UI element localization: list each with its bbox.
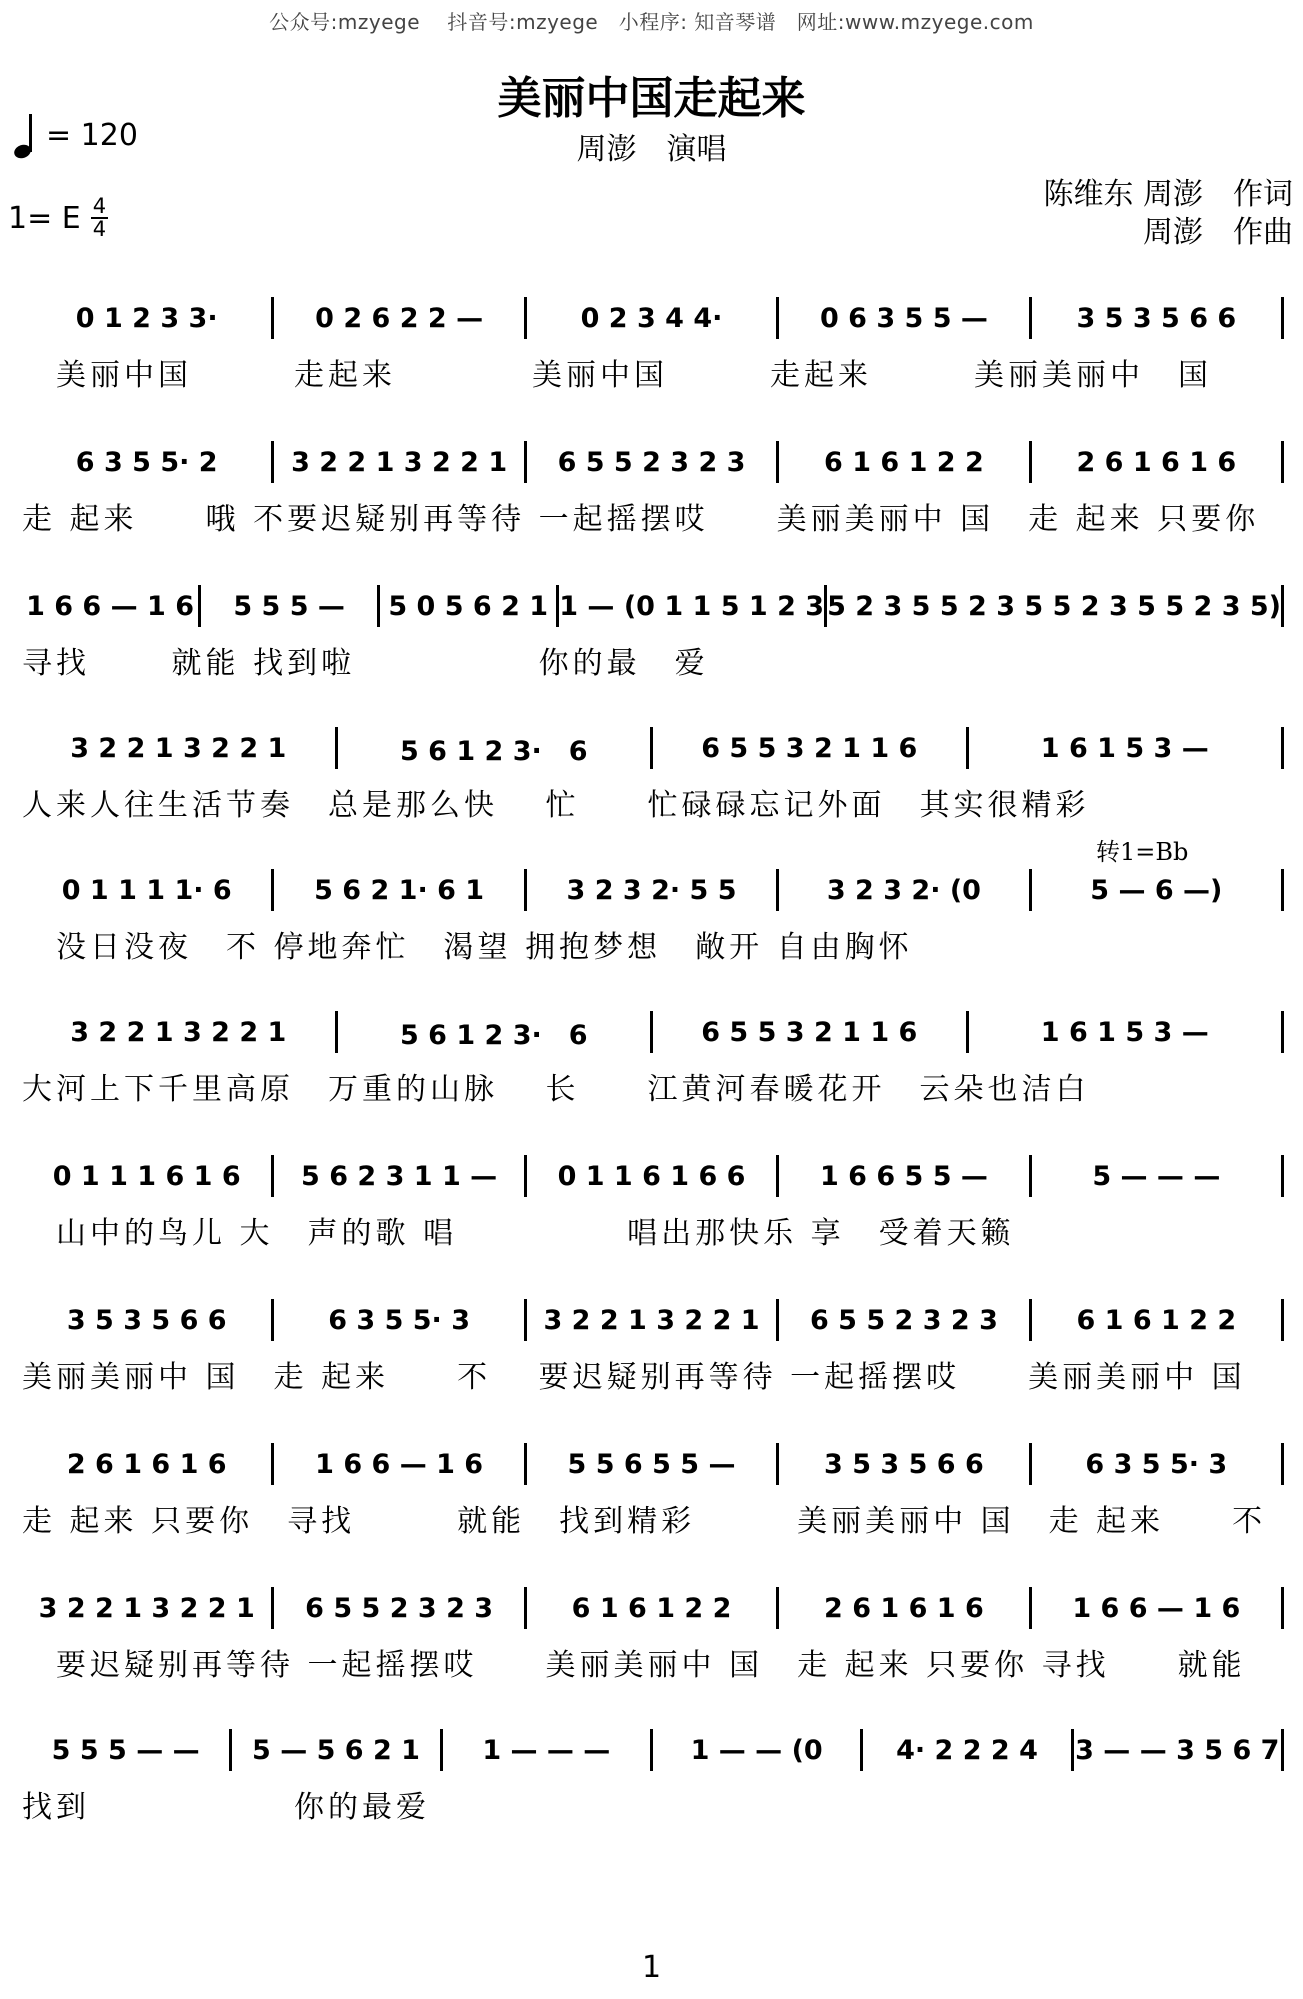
score-line bbox=[22, 1010, 1284, 1130]
bar-line bbox=[1281, 1729, 1284, 1771]
time-signature bbox=[91, 196, 108, 240]
lyrics-row: 大河上下千里高原 万重的山脉 长 江黄河春暖花开 云朵也洁白 bbox=[22, 1072, 1090, 1107]
measure: 6 5 5 2 3 2 3 bbox=[809, 1304, 998, 1336]
bar-line bbox=[1281, 585, 1284, 627]
bar-line bbox=[1281, 1443, 1284, 1485]
measure: 1 — — (0 bbox=[690, 1734, 823, 1766]
notation-row bbox=[22, 1586, 1284, 1630]
lyrics-row: 人来人往生活节奏 总是那么快 忙 忙碌碌忘记外面 其实很精彩 bbox=[22, 788, 1090, 823]
lyrics-row: 走 起来 哦 不要迟疑别再等待 一起摇摆哎 美丽美丽中 国 走 起来 只要你 bbox=[22, 502, 1260, 537]
time-sig-denominator: 4 bbox=[92, 217, 107, 241]
modulation-marking: 转1=Bb bbox=[1096, 838, 1189, 866]
lyrics-row: 找到 你的最爱 bbox=[22, 1790, 430, 1825]
measure: 3 5 3 5 6 6 bbox=[1076, 302, 1237, 334]
measure: 3 — — 3 5 6 7 bbox=[1075, 1734, 1280, 1766]
measure: 6 1 6 1 2 2 bbox=[824, 446, 984, 478]
lyrics-row: 要迟疑别再等待 一起摇摆哎 美丽美丽中 国 走 起来 只要你 寻找 就能 bbox=[22, 1648, 1246, 1683]
score-line bbox=[22, 1154, 1284, 1274]
measure: 5 5 5 — — bbox=[51, 1734, 200, 1766]
lyrics-row: 美丽中国 走起来 美丽中国 走起来 美丽美丽中 国 bbox=[22, 358, 1212, 393]
song-title: 美丽中国走起来 bbox=[497, 73, 806, 124]
measure: 3 2 2 1 3 2 2 1 bbox=[291, 446, 508, 478]
page-number: 1 bbox=[641, 1950, 662, 1985]
measure: 6 3 5 5· 3 bbox=[1085, 1448, 1228, 1480]
notation-row bbox=[22, 440, 1284, 484]
measure: 3 5 3 5 6 6 bbox=[66, 1304, 227, 1336]
notation-row bbox=[22, 726, 1284, 770]
measure: 3 2 3 2· 5 5 bbox=[566, 874, 737, 906]
tempo-value: = 120 bbox=[46, 117, 138, 153]
lyricist-credit: 陈维东 周澎 作词 bbox=[1043, 177, 1293, 212]
score-line bbox=[22, 1298, 1284, 1418]
measure: 5 2 3 5 5 2 3 5 5 2 3 5 5 2 3 5) bbox=[827, 590, 1282, 622]
time-sig-numerator: 4 bbox=[92, 194, 107, 218]
measure: 3 2 2 1 3 2 2 1 bbox=[70, 732, 287, 764]
lyrics-row: 美丽美丽中 国 走 起来 不 要迟疑别再等待 一起摇摆哎 美丽美丽中 国 bbox=[22, 1360, 1246, 1395]
measure: 5 6 2 1· 6 1 bbox=[314, 874, 485, 906]
bar-line bbox=[1281, 297, 1284, 339]
measure: 0 1 1 1 6 1 6 bbox=[52, 1160, 241, 1192]
measure: 6 3 5 5· 3 bbox=[328, 1304, 470, 1336]
score-line bbox=[22, 1442, 1284, 1562]
measure: 4· 2 2 2 4 bbox=[896, 1734, 1038, 1766]
measure: 1 6 6 — 1 6 bbox=[26, 590, 194, 622]
measure: 6 5 5 3 2 1 1 6 bbox=[701, 1016, 918, 1048]
measure: 6 1 6 1 2 2 bbox=[1076, 1304, 1237, 1336]
notation-row bbox=[22, 1154, 1284, 1198]
measure: 6 5 5 2 3 2 3 bbox=[305, 1592, 494, 1624]
measure: 5 6 1 2 3· 6 bbox=[399, 735, 588, 767]
measure: 6 3 5 5· 2 bbox=[75, 446, 218, 478]
measure: 1 — — — bbox=[482, 1734, 611, 1766]
measure: 5 — 5 6 2 1 bbox=[252, 1734, 420, 1766]
measure: 3 2 2 1 3 2 2 1 bbox=[543, 1304, 760, 1336]
measure: 2 6 1 6 1 6 bbox=[66, 1448, 227, 1480]
composer-credit: 周澎 作曲 bbox=[1143, 215, 1293, 250]
notation-row bbox=[22, 1728, 1284, 1772]
score-line bbox=[22, 440, 1284, 560]
measure: 0 2 3 4 4· bbox=[580, 302, 723, 334]
measure: 0 1 1 1 1· 6 bbox=[61, 874, 232, 906]
notation-row bbox=[22, 1298, 1284, 1342]
measure: 5 5 5 — bbox=[233, 590, 345, 622]
measure: 2 6 1 6 1 6 bbox=[824, 1592, 984, 1624]
score-line bbox=[22, 868, 1284, 988]
measure: 5 — — — bbox=[1092, 1160, 1221, 1192]
bar-line bbox=[1281, 1299, 1284, 1341]
measure: 6 5 5 3 2 1 1 6 bbox=[701, 732, 918, 764]
measure: 3 5 3 5 6 6 bbox=[824, 1448, 984, 1480]
lyrics-row: 寻找 就能 找到啦 你的最 爱 bbox=[22, 646, 709, 681]
measure: 0 2 6 2 2 — bbox=[315, 302, 484, 334]
credits bbox=[1043, 176, 1293, 252]
bar-line bbox=[1281, 1587, 1284, 1629]
key-signature bbox=[8, 196, 108, 240]
singer-line: 周澎 演唱 bbox=[576, 132, 727, 167]
measure: 1 6 6 — 1 6 bbox=[1072, 1592, 1241, 1624]
lyrics-row: 山中的鸟儿 大 声的歌 唱 唱出那快乐 享 受着天籁 bbox=[22, 1216, 1015, 1251]
measure: 0 6 3 5 5 — bbox=[819, 302, 988, 334]
measure: 5 6 1 2 3· 6 bbox=[399, 1019, 588, 1051]
measure: 5 5 6 5 5 — bbox=[567, 1448, 736, 1480]
score-line bbox=[22, 1586, 1284, 1706]
measure: 1 6 1 5 3 — bbox=[1040, 732, 1209, 764]
score-line bbox=[22, 584, 1284, 704]
tempo-marking bbox=[14, 112, 138, 158]
quarter-note-icon bbox=[14, 112, 38, 158]
score-line bbox=[22, 726, 1284, 846]
page-header: 公众号:mzyege 抖音号:mzyege 小程序: 知音琴谱 网址:www.mzyege.com bbox=[269, 10, 1034, 34]
measure: 1 6 6 5 5 — bbox=[819, 1160, 988, 1192]
measure: 1 6 6 — 1 6 bbox=[315, 1448, 484, 1480]
lyrics-row: 走 起来 只要你 寻找 就能 找到精彩 美丽美丽中 国 走 起来 不 bbox=[22, 1504, 1267, 1539]
bar-line bbox=[1281, 441, 1284, 483]
bar-line bbox=[1281, 727, 1284, 769]
measure: 1 6 1 5 3 — bbox=[1040, 1016, 1209, 1048]
measure: 1 — (0 1 1 5 1 2 3 bbox=[559, 590, 825, 622]
measure: 5 — 6 —) bbox=[1090, 874, 1223, 906]
bar-line bbox=[1281, 1155, 1284, 1197]
score-line bbox=[22, 296, 1284, 416]
bar-line bbox=[1281, 869, 1284, 911]
measure: 5 0 5 6 2 1 bbox=[388, 590, 549, 622]
notation-row bbox=[22, 1010, 1284, 1054]
measure: 3 2 2 1 3 2 2 1 bbox=[38, 1592, 255, 1624]
measure: 6 1 6 1 2 2 bbox=[571, 1592, 732, 1624]
measure: 2 6 1 6 1 6 bbox=[1076, 446, 1237, 478]
measure: 3 2 2 1 3 2 2 1 bbox=[70, 1016, 287, 1048]
score-line bbox=[22, 1728, 1284, 1848]
notation-row bbox=[22, 584, 1284, 628]
lyrics-row: 没日没夜 不 停地奔忙 渴望 拥抱梦想 敞开 自由胸怀 bbox=[22, 930, 913, 965]
key-text: 1= E bbox=[8, 200, 81, 236]
measure: 5 6 2 3 1 1 — bbox=[301, 1160, 498, 1192]
bar-line bbox=[1281, 1011, 1284, 1053]
notation-row bbox=[22, 1442, 1284, 1486]
notation-row bbox=[22, 296, 1284, 340]
measure: 0 1 1 6 1 6 6 bbox=[557, 1160, 746, 1192]
measure: 0 1 2 3 3· bbox=[75, 302, 218, 334]
measure: 6 5 5 2 3 2 3 bbox=[557, 446, 746, 478]
measure: 3 2 3 2· (0 bbox=[826, 874, 981, 906]
notation-row bbox=[22, 868, 1284, 912]
